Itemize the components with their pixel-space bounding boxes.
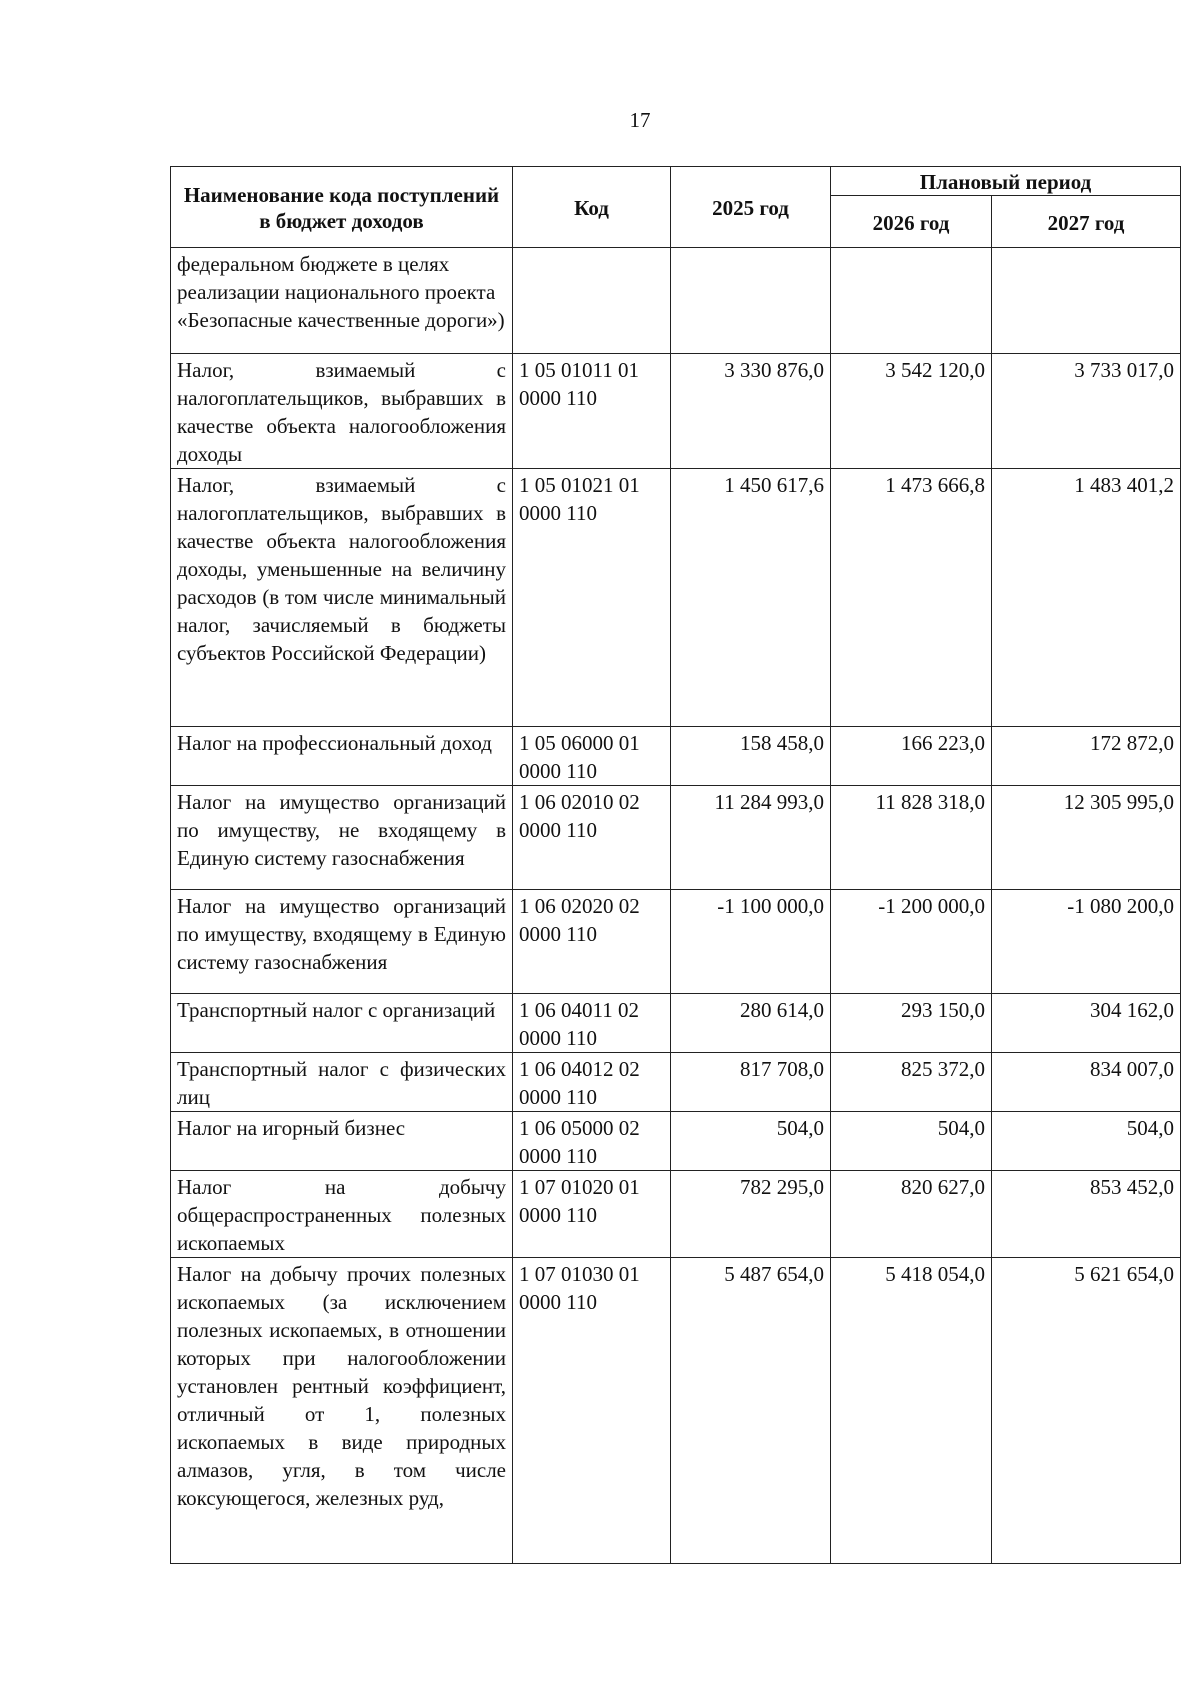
row-value-2027: 504,0 [992,1112,1181,1171]
row-code: 1 06 02010 02 0000 110 [513,786,671,890]
table-row [171,727,1181,786]
header-planned-period: Плановый период [831,167,1181,196]
row-value-2027: 172 872,0 [992,727,1181,786]
row-value-2026: 3 542 120,0 [831,354,992,469]
row-value-2026: 1 473 666,8 [831,469,992,727]
row-name: Транспортный налог с организаций [171,994,513,1053]
row-name: Налог на профессиональный доход [171,727,513,786]
row-code: 1 06 04012 02 0000 110 [513,1053,671,1112]
row-code: 1 06 05000 02 0000 110 [513,1112,671,1171]
table-row [171,1258,1181,1564]
row-name: Налог на имущество организаций по имуществу, входящему в Единую систему газоснабжения [171,890,513,994]
row-value-2025: 5 487 654,0 [671,1258,831,1564]
row-name: Транспортный налог с физических лиц [171,1053,513,1112]
revenue-table [170,166,1181,1564]
row-value-2026: 504,0 [831,1112,992,1171]
row-name: Налог на игорный бизнес [171,1112,513,1171]
row-value-2027: 5 621 654,0 [992,1258,1181,1564]
header-year-2025: 2025 год [671,167,831,248]
row-value-2026: 293 150,0 [831,994,992,1053]
row-value-2027: 834 007,0 [992,1053,1181,1112]
row-value-2026: -1 200 000,0 [831,890,992,994]
header-year-2026: 2026 год [831,196,992,248]
row-value-2025: 3 330 876,0 [671,354,831,469]
table-row [171,1053,1181,1112]
row-value-2027: 853 452,0 [992,1171,1181,1258]
row-code: 1 05 01021 01 0000 110 [513,469,671,727]
row-code: 1 05 01011 01 0000 110 [513,354,671,469]
row-name: Налог на добычу общераспространенных полезных ископаемых [171,1171,513,1258]
row-value-2025: 11 284 993,0 [671,786,831,890]
row-value-2025: 158 458,0 [671,727,831,786]
table-row [171,786,1181,890]
row-value-2025: -1 100 000,0 [671,890,831,994]
row-value-2027: 3 733 017,0 [992,354,1181,469]
row-value-2026: 5 418 054,0 [831,1258,992,1564]
table-row [171,1112,1181,1171]
table-row [171,469,1181,727]
row-value-2025: 504,0 [671,1112,831,1171]
row-code: 1 05 06000 01 0000 110 [513,727,671,786]
table-row [171,994,1181,1053]
row-value-2027: 12 305 995,0 [992,786,1181,890]
row-value-2027: 1 483 401,2 [992,469,1181,727]
row-value-2027: -1 080 200,0 [992,890,1181,994]
page-number: 17 [629,108,651,132]
row-value-2025: 1 450 617,6 [671,469,831,727]
row-value-2026: 166 223,0 [831,727,992,786]
row-value-2026: 825 372,0 [831,1053,992,1112]
row-name: Налог на имущество организаций по имуществу, не входящему в Единую систему газоснабжения [171,786,513,890]
row-name: Налог, взимаемый с налогоплательщиков, выбравших в качестве объекта налогообложения доходы [171,354,513,469]
header-name-column: Наименование кода поступлений в бюджет доходов [171,167,513,248]
table-row [171,890,1181,994]
table-row [171,354,1181,469]
row-value-2026: 11 828 318,0 [831,786,992,890]
row-value-2027: 304 162,0 [992,994,1181,1053]
row-code: 1 07 01020 01 0000 110 [513,1171,671,1258]
row-value-2025: 280 614,0 [671,994,831,1053]
row-code: 1 06 04011 02 0000 110 [513,994,671,1053]
row-code: 1 06 02020 02 0000 110 [513,890,671,994]
row-value-2026: 820 627,0 [831,1171,992,1258]
table-row [171,1171,1181,1258]
table-row-continuation [171,248,1181,354]
header-year-2027: 2027 год [992,196,1181,248]
row-name: федеральном бюджете в целях реализации национального проекта «Безопасные качественные дороги») [171,248,513,354]
row-code: 1 07 01030 01 0000 110 [513,1258,671,1564]
row-name: Налог, взимаемый с налогоплательщиков, выбравших в качестве объекта налогообложения доходы, уменьшенные на величину расходов (в том числе минимальный налог, зачисляемый в бюджеты субъектов Российской Федерации) [171,469,513,727]
row-name: Налог на добычу прочих полезных ископаемых (за исключением полезных ископаемых, в отношении которых при налогообложении установлен рентный коэффициент, отличный от 1, полезных ископаемых в виде природных алмазов, угля, в том числе коксующегося, железных руд, [171,1258,513,1564]
row-value-2025: 817 708,0 [671,1053,831,1112]
row-value-2025: 782 295,0 [671,1171,831,1258]
header-code-column: Код [513,167,671,248]
